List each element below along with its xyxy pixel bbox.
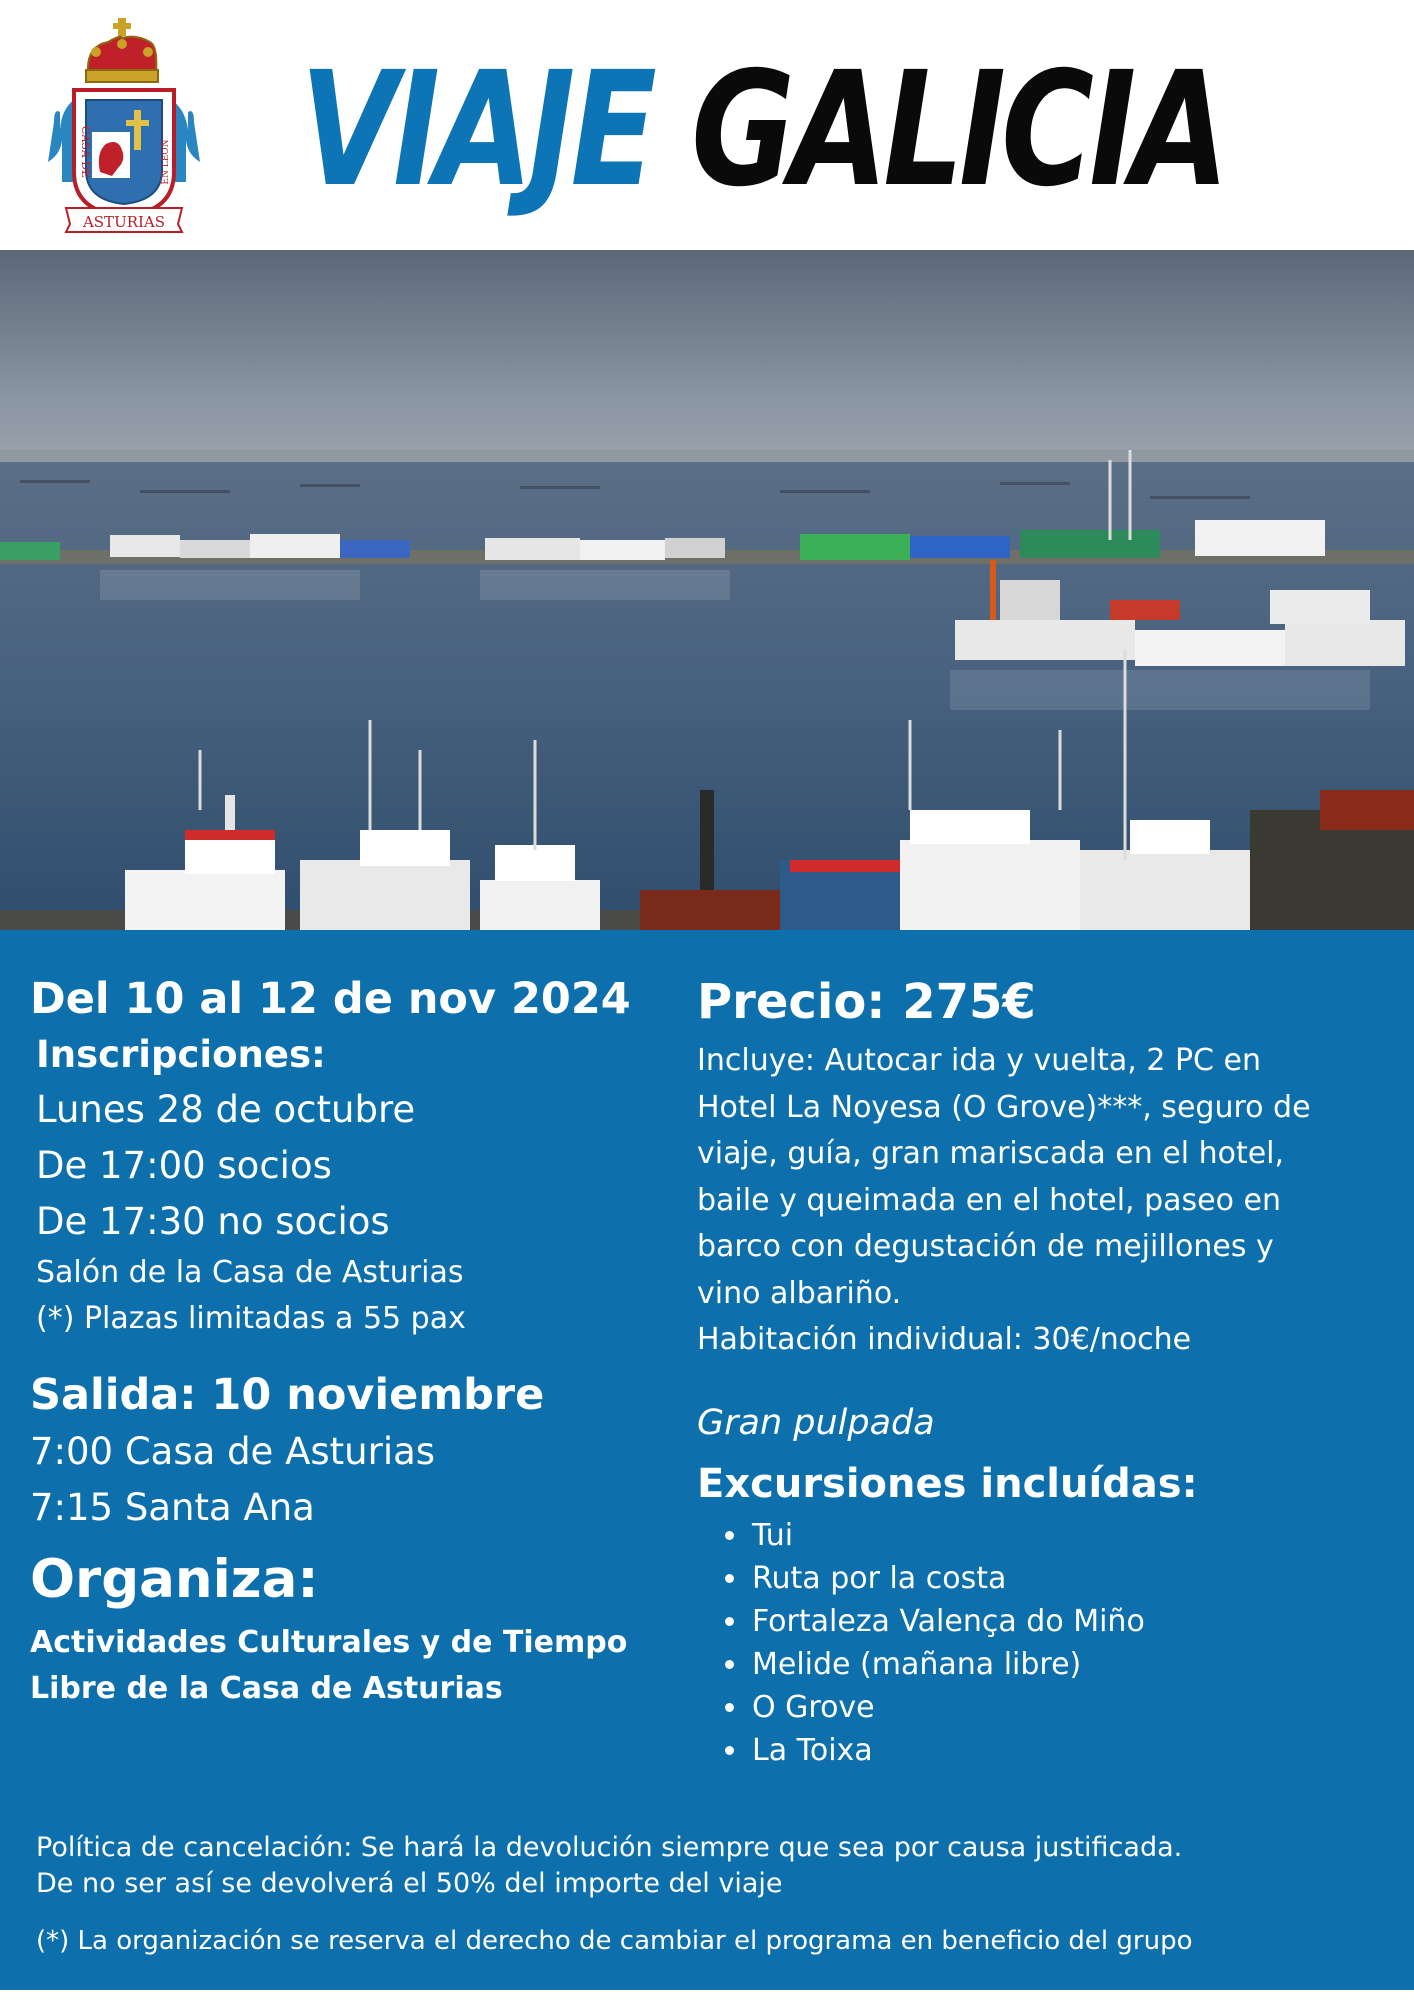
excursiones-list [697, 1514, 1387, 1772]
plazas-limitadas: (*) Plazas limitadas a 55 pax [36, 1301, 466, 1336]
inscripciones-line: De 17:30 no socios [36, 1200, 390, 1243]
list-item: Fortaleza Valença do Miño [752, 1600, 1387, 1643]
list-item: O Grove [752, 1686, 1387, 1729]
organiza-line: Libre de la Casa de Asturias [30, 1671, 503, 1706]
inscripciones-line: De 17:00 socios [36, 1144, 332, 1187]
salida-line: 7:00 Casa de Asturias [30, 1430, 436, 1473]
left-column [30, 970, 670, 1712]
organiza-line: Actividades Culturales y de Tiempo [30, 1625, 628, 1660]
right-column [697, 970, 1387, 1772]
incluye-line: barco con degustación de mejillones y [697, 1229, 1274, 1264]
svg-text:ASTURIAS: ASTURIAS [82, 213, 166, 231]
incluye-line: viaje, guía, gran mariscada en el hotel, [697, 1136, 1285, 1171]
crown-icon [86, 18, 158, 82]
casa-de-asturias-logo [48, 12, 244, 234]
salida-heading: Salida: 10 noviembre [30, 1370, 545, 1420]
incluye-line: baile y queimada en el hotel, paseo en [697, 1182, 1282, 1218]
precio: Precio: 275€ [697, 974, 1036, 1030]
harbor-photo [0, 250, 1414, 930]
incluye-line: vino albariño. [697, 1275, 902, 1311]
program-disclaimer: (*) La organización se reserva el derecho de cambiar el programa en beneficio del grupo [36, 1926, 1193, 1956]
svg-text:CASA DE: CASA DE [79, 125, 92, 179]
habitacion-individual: Habitación individual: 30€/noche [697, 1322, 1192, 1357]
list-item: La Toixa [752, 1729, 1387, 1772]
inscripciones-lugar: Salón de la Casa de Asturias [36, 1255, 464, 1290]
svg-text:EN LEON: EN LEON [161, 139, 171, 185]
gran-pulpada: Gran pulpada [697, 1402, 935, 1443]
header [0, 0, 1414, 250]
incluye-line: Incluye: Autocar ida y vuelta, 2 PC en [697, 1043, 1261, 1078]
list-item: Ruta por la costa [752, 1557, 1387, 1600]
excursiones-heading: Excursiones incluídas: [697, 1460, 1198, 1507]
inscripciones-line: Lunes 28 de octubre [36, 1088, 416, 1131]
info-panel [0, 930, 1414, 1990]
policy-line: Política de cancelación: Se hará la devolución siempre que sea por causa justificada. [36, 1832, 1183, 1863]
page-title [300, 30, 1224, 230]
policy-line: De no ser así se devolverá el 50% del importe del viaje [36, 1868, 783, 1899]
salida-line: 7:15 Santa Ana [30, 1486, 315, 1529]
title-viaje: VIAJE [300, 38, 653, 222]
inscripciones-heading: Inscripciones: [36, 1033, 326, 1076]
list-item: Tui [752, 1514, 1387, 1557]
trip-dates: Del 10 al 12 de nov 2024 [30, 974, 631, 1024]
organiza-heading: Organiza: [30, 1549, 319, 1610]
list-item: Melide (mañana libre) [752, 1643, 1387, 1686]
incluye-line: Hotel La Noyesa (O Grove)***, seguro de [697, 1089, 1311, 1125]
cancellation-policy [36, 1830, 1396, 1902]
title-galicia: GALICIA [691, 38, 1225, 222]
